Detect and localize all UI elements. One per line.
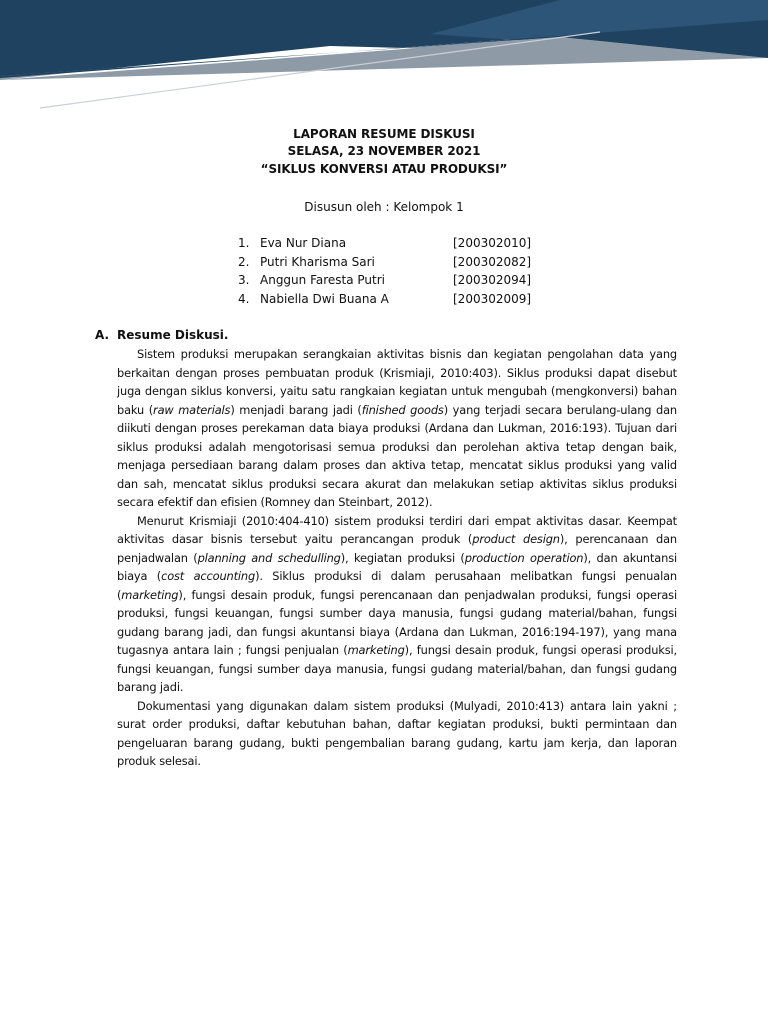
member-name: Anggun Faresta Putri xyxy=(260,273,386,287)
member-row xyxy=(238,254,538,273)
member-id: [200302094] xyxy=(453,273,532,287)
italic-term: planning and schedulling xyxy=(197,550,341,565)
title-line-3: “SIKLUS KONVERSI ATAU PRODUKSI” xyxy=(260,162,508,176)
member-row xyxy=(238,235,538,254)
paragraph-3: Dokumentasi yang digunakan dalam sistem produksi (Mulyadi, 2010:413) antara lain yakni ; surat order produksi, daftar kebutuhan bahan, daftar kegiatan produksi, bukti permintaan dan pengeluaran barang gudang, bukti pengembalian barang gudang, kartu jam kerja, dan laporan produk selesai. xyxy=(117,698,677,768)
section-title: Resume Diskusi. xyxy=(117,328,229,342)
header-banner xyxy=(0,0,768,110)
italic-term: cost accounting xyxy=(161,569,256,583)
section-letter: A. xyxy=(95,328,110,342)
text-run: Menurut Krismiaji (2010:404-410) sistem produksi terdiri dari empat aktivitas dasar. Keempat aktivitas dasar bisnis tersebut yaitu perancangan produk ( xyxy=(117,513,677,546)
text-run: ), fungsi desain produk, fungsi operasi produksi, fungsi keuangan, fungsi sumber daya manusia, fungsi gudang material/bahan, dan fungsi gudang barang jadi. xyxy=(117,643,677,694)
member-name: Nabiella Dwi Buana A xyxy=(260,291,389,306)
paragraph-2 xyxy=(117,512,677,697)
italic-term: production operation xyxy=(464,550,584,565)
member-number: 4. xyxy=(238,291,250,306)
italic-term: marketing xyxy=(121,587,179,602)
text-run: ) yang terjadi secara berulang-ulang dan diikuti dengan proses perekaman data biaya produksi (Ardana dan Lukman, 2016:193). Tujuan dari siklus produksi adalah mengotorisasi semua produksi dan perolehan aktiva tetap dengan baik, menjaga persediaan barang dalam proses dan aktiva tetap, mencatat siklus produksi yang valid dan sah, mencatat siklus produksi secara akurat dan melakukan setiap aktivitas siklus produksi secara efektif dan efisien (Romney dan Steinbart, 2012). xyxy=(117,402,677,509)
member-name: Eva Nur Diana xyxy=(260,236,347,250)
member-number: 2. xyxy=(238,254,250,269)
text-run: ), dan akuntansi biaya ( xyxy=(117,550,678,583)
member-id: [200302010] xyxy=(453,236,532,250)
text-run: ), perencanaan dan penjadwalan ( xyxy=(117,532,677,565)
member-list xyxy=(238,235,538,309)
italic-term: product design xyxy=(472,532,560,546)
member-id: [200302082] xyxy=(453,254,532,269)
text-run: ). Siklus produksi di dalam perusahaan melibatkan fungsi penualan ( xyxy=(117,569,677,602)
member-name: Putri Kharisma Sari xyxy=(260,254,375,269)
section-heading xyxy=(95,327,228,344)
italic-term: raw materials xyxy=(153,402,231,417)
paragraph-1 xyxy=(117,345,677,512)
member-number: 1. xyxy=(238,236,250,250)
text-run: ), kegiatan produksi ( xyxy=(340,550,465,565)
title-line-2: SELASA, 23 NOVEMBER 2021 xyxy=(287,144,481,158)
text-run: ), fungsi desain produk, fungsi perencanaan dan penjadwalan produksi, fungsi operasi produksi, fungsi keuangan, fungsi sumber daya manusia, fungsi gudang material/bahan, fungsi gudang barang jadi, dan fungsi akuntansi biaya (Ardana dan Lukman, 2016:194-197), yang mana tugasnya antara lain ; fungsi penjualan ( xyxy=(117,587,677,657)
body-text xyxy=(117,345,677,771)
byline: Disusun oleh : Kelompok 1 xyxy=(304,200,464,214)
italic-term: marketing xyxy=(347,643,405,657)
member-id: [200302009] xyxy=(453,291,532,306)
title-line-1: LAPORAN RESUME DISKUSI xyxy=(293,127,475,141)
text-run: ) menjadi barang jadi ( xyxy=(230,402,362,417)
italic-term: finished goods xyxy=(361,402,444,417)
text-run: Sistem produksi merupakan serangkaian aktivitas bisnis dan kegiatan pengolahan data yang berkaitan dengan proses pembuatan produk (Krismiaji, 2010:403). Siklus produksi dapat disebut juga dengan siklus konversi, yaitu satu rangkaian kegiatan untuk mengubah (mengkonversi) bahan baku ( xyxy=(117,347,677,417)
member-row xyxy=(238,291,538,310)
member-number: 3. xyxy=(238,273,250,287)
member-row xyxy=(238,272,538,291)
